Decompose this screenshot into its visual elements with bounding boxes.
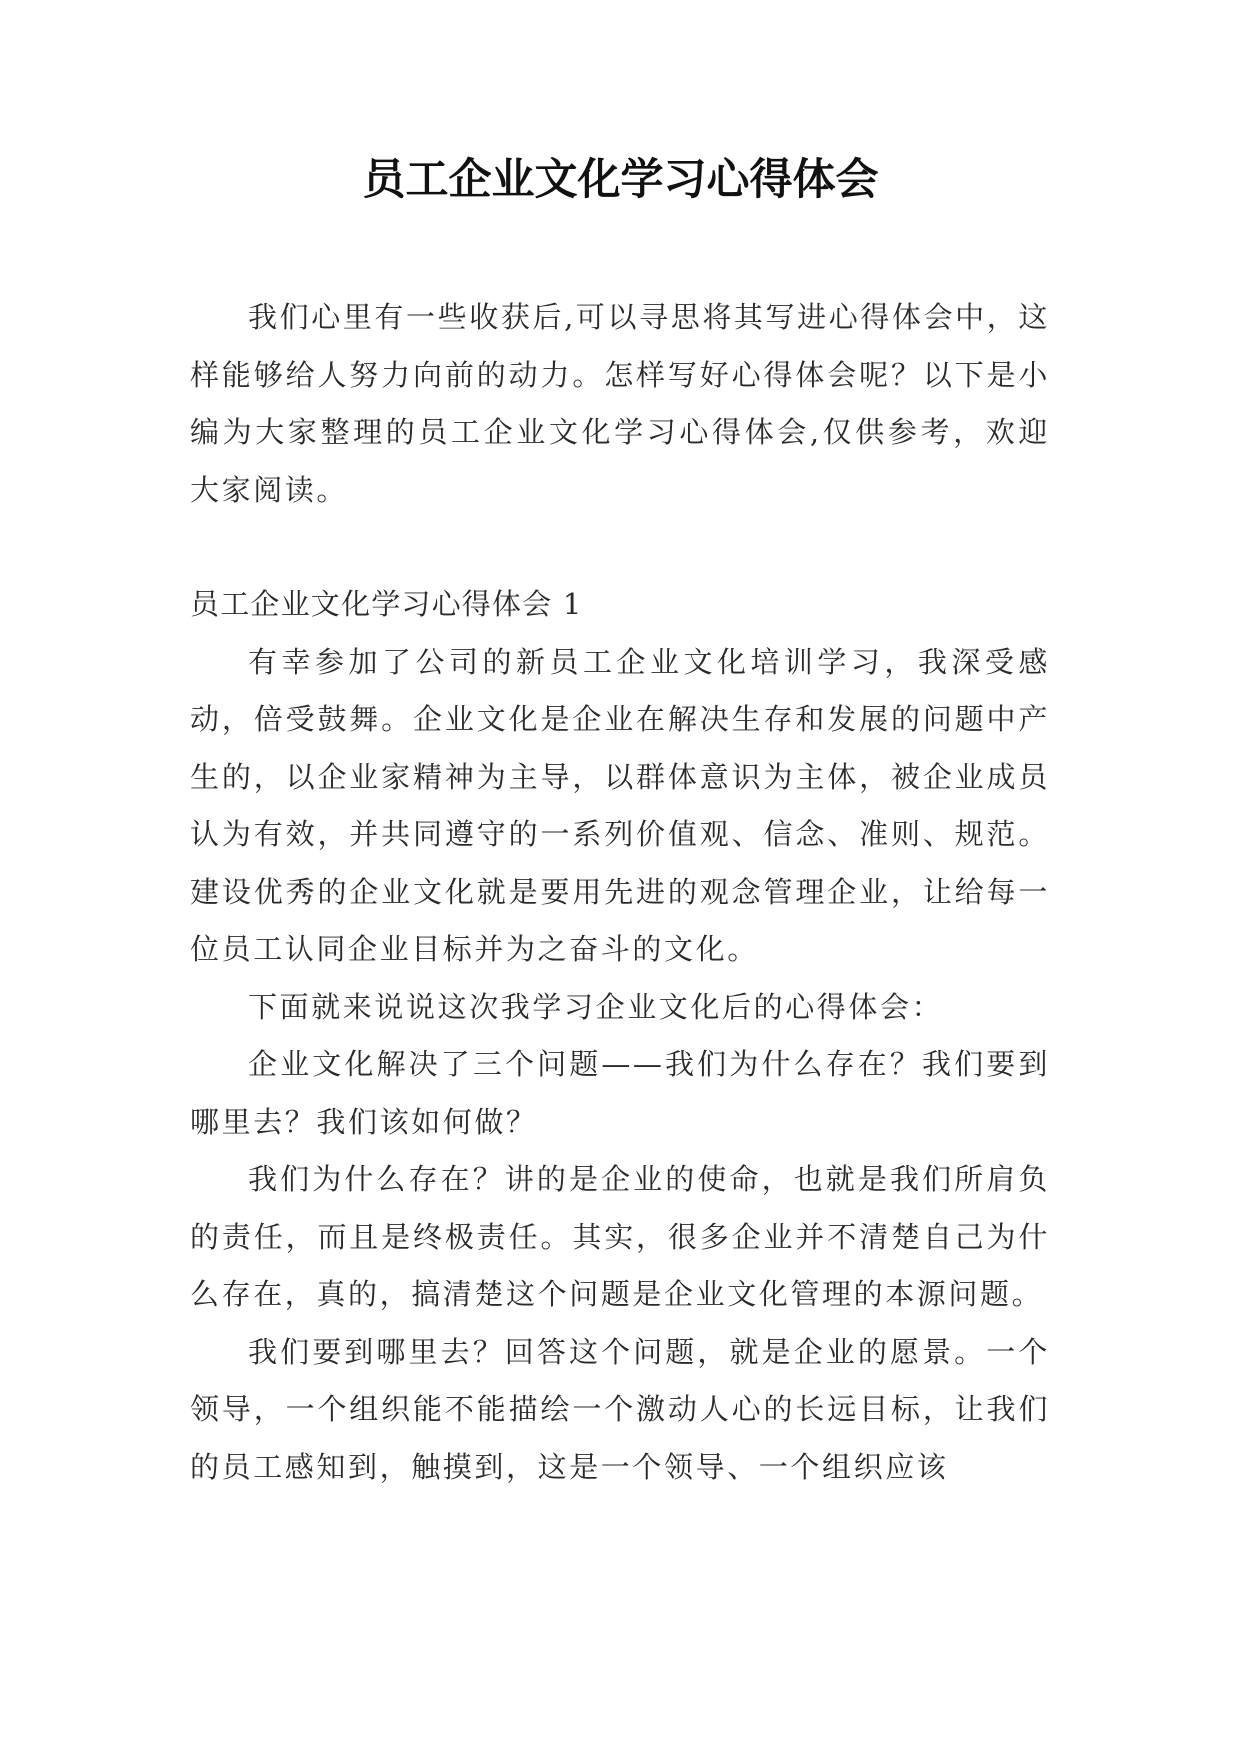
body-paragraph: 下面就来说说这次我学习企业文化后的心得体会： [248, 989, 944, 1024]
body-paragraph: 企业文化解决了三个问题——我们为什么存在？我们要到哪里去？我们该如何做？ [190, 1047, 1050, 1139]
section-1 [190, 576, 1050, 1496]
document-title: 员工企业文化学习心得体会 [362, 155, 879, 205]
intro-block [190, 289, 1050, 519]
section-heading: 员工企业文化学习心得体会 1 [190, 587, 583, 621]
body-paragraph: 我们为什么存在？讲的是企业的使命，也就是我们所肩负的责任，而且是终极责任。其实，很多企业并不清楚自己为什么存在，真的，搞清楚这个问题是企业文化管理的本源问题。 [190, 1162, 1050, 1311]
body-paragraph: 我们要到哪里去？回答这个问题，就是企业的愿景。一个领导，一个组织能不能描绘一个激动人心的长远目标，让我们的员工感知到，触摸到，这是一个领导、一个组织应该 [190, 1334, 1050, 1484]
body-paragraph: 有幸参加了公司的新员工企业文化培训学习，我深受感动，倍受鼓舞。企业文化是企业在解决生存和发展的问题中产生的，以企业家精神为主导，以群体意识为主体，被企业成员认为有效，并共同遵守的一系列价值观、信念、准则、规范。建设优秀的企业文化就是要用先进的观念管理企业，让给每一位员工认同企业目标并为之奋斗的文化。 [190, 644, 1050, 966]
intro-paragraph: 我们心里有一些收获后,可以寻思将其写进心得体会中，这样能够给人努力向前的动力。怎样写好心得体会呢？以下是小编为大家整理的员工企业文化学习心得体会,仅供参考，欢迎大家阅读。 [190, 300, 1050, 507]
